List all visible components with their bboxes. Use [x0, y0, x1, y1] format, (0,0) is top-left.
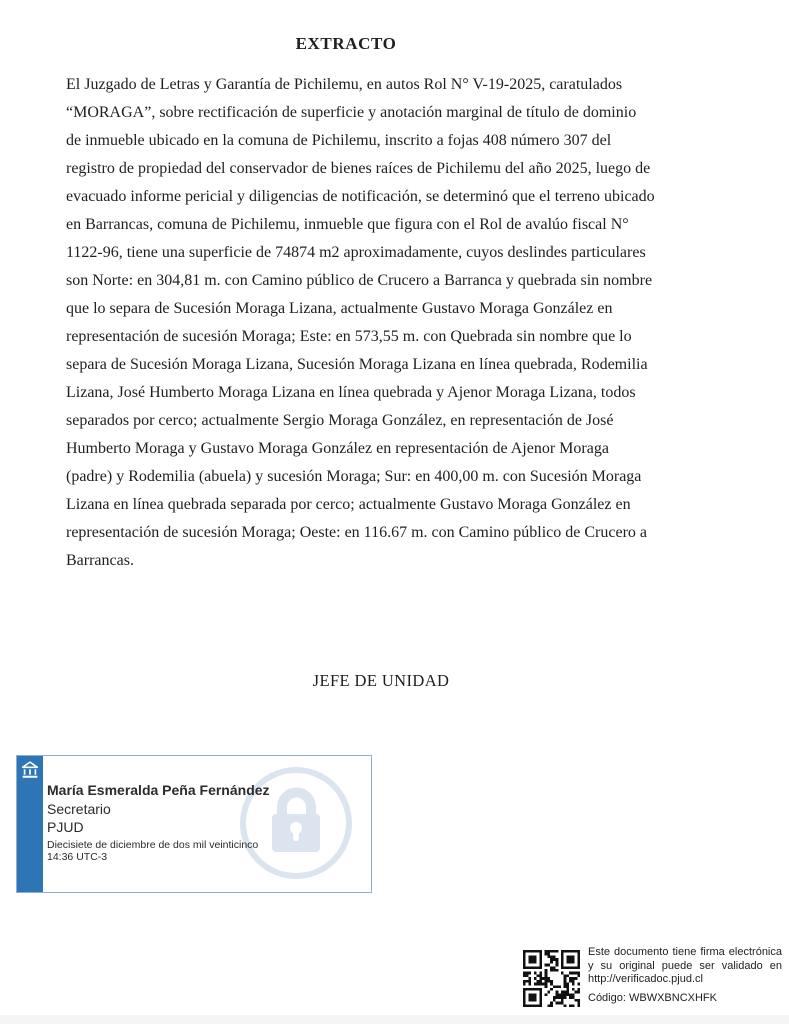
body-line: son Norte: en 304,81 m. con Camino público de Crucero a Barranca y quebrada sin nombre [66, 272, 653, 289]
verification-url: http://verificadoc.pjud.cl [588, 973, 703, 985]
signer-role: Secretario [47, 801, 111, 817]
verification-text [588, 946, 782, 987]
qr-code [523, 950, 580, 1007]
unit-chief-heading: JEFE DE UNIDAD [312, 671, 450, 690]
body-line: registro de propiedad del conservador de bienes raíces de Pichilemu del año 2025, luego de [66, 160, 651, 177]
verification-code: Código: WBWXBNCXHFK [588, 992, 717, 1004]
page-bottom-edge [0, 1015, 789, 1024]
body-line: El Juzgado de Letras y Garantía de Pichilemu, en autos Rol N° V-19-2025, caratulados [66, 76, 623, 93]
body-line: “MORAGA”, sobre rectificación de superficie y anotación marginal de título de dominio [66, 104, 637, 121]
body-line: (padre) y Rodemilia (abuela) y sucesión Moraga; Sur: en 400,00 m. con Sucesión Moraga [66, 468, 642, 485]
electronic-signature-box [16, 755, 372, 893]
body-line: en Barrancas, comuna de Pichilemu, inmueble que figura con el Rol de avalúo fiscal N° [66, 216, 629, 233]
signature-date: Diecisiete de diciembre de dos mil veinticinco [47, 839, 259, 851]
body-line: Humberto Moraga y Gustavo Moraga González en representación de Ajenor Moraga [66, 440, 609, 457]
body-line: Lizana en línea quebrada separada por cerco; actualmente Gustavo Moraga González en [66, 496, 631, 513]
signer-name: María Esmeralda Peña Fernández [47, 782, 270, 798]
body-line: representación de sucesión Moraga; Este: en 573,55 m. con Quebrada sin nombre que lo [66, 328, 632, 345]
body-line: Barrancas. [66, 552, 134, 569]
body-line: que lo separa de Sucesión Moraga Lizana, actualmente Gustavo Moraga González en [66, 300, 613, 317]
verification-line-1: Este documento tiene firma electrónica [588, 946, 782, 958]
body-line: Lizana, José Humberto Moraga Lizana en línea quebrada y Ajenor Moraga Lizana, todos [66, 384, 636, 401]
signature-accent-bar [17, 756, 43, 892]
verification-line-2: y su original puede ser validado en [588, 959, 782, 972]
body-line: 1122-96, tiene una superficie de 74874 m2 aproximadamente, cuyos deslindes particulares [66, 244, 646, 261]
document-title: EXTRACTO [295, 34, 397, 53]
body-line: evacuado informe pericial y diligencias de notificación, se determinó que el terreno ubicado [66, 188, 655, 205]
signature-time: 14:36 UTC-3 [47, 851, 108, 863]
document-body [66, 71, 655, 575]
body-line: de inmueble ubicado en la comuna de Pichilemu, inscrito a fojas 408 número 307 del [66, 132, 612, 149]
body-line: separados por cerco; actualmente Sergio Moraga González, en representación de José [66, 412, 614, 429]
signer-institution: PJUD [47, 819, 84, 835]
body-line: separa de Sucesión Moraga Lizana, Sucesión Moraga Lizana en línea quebrada, Rodemilia [66, 356, 648, 373]
courthouse-icon [21, 761, 39, 779]
body-line: representación de sucesión Moraga; Oeste: en 116.67 m. con Camino público de Crucero a [66, 524, 648, 541]
